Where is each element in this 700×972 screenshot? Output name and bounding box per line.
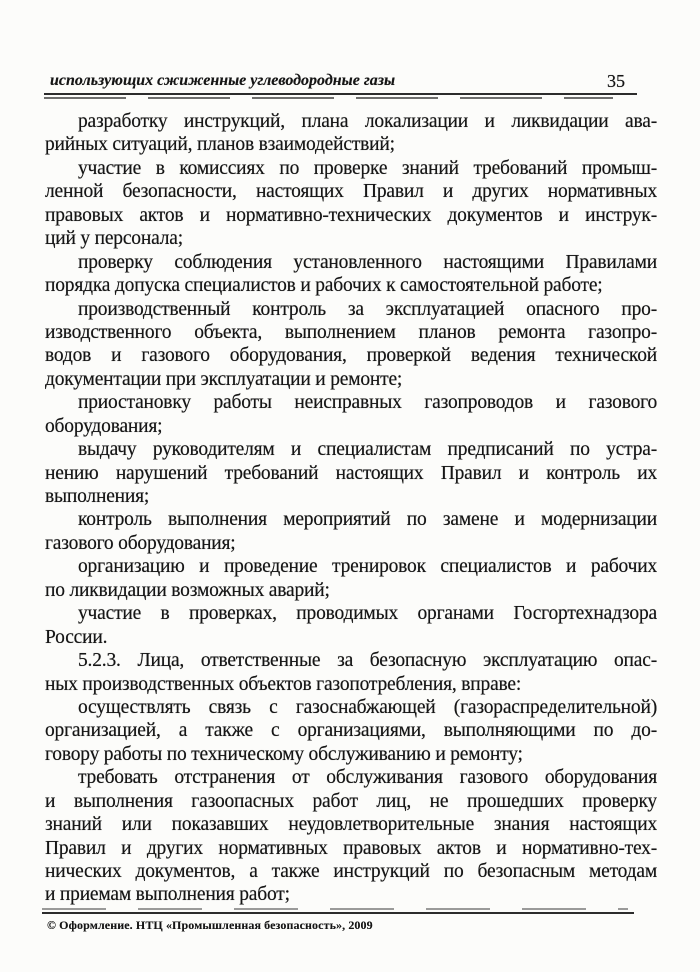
text-line: организацией, а также с организациями, выполняющими по до-	[45, 720, 657, 742]
paragraph	[45, 391, 657, 438]
paragraph	[45, 649, 657, 696]
paragraph	[45, 157, 657, 251]
paragraph	[45, 508, 657, 555]
text-line: организацию и проведение тренировок специалистов и рабочих	[78, 556, 657, 578]
text-line: нению нарушений требований настоящих Правил и контроль их	[45, 462, 657, 484]
copyright-notice: © Оформление. НТЦ «Промышленная безопасность», 2009	[47, 918, 373, 932]
text-line: документации при эксплуатации и ремонте;	[45, 368, 403, 390]
text-line: и выполнения газоопасных работ лиц, не прошедших проверку	[45, 790, 657, 812]
paragraph	[45, 251, 657, 298]
text-line: 5.2.3. Лица, ответственные за безопасную эксплуатацию опас-	[78, 650, 657, 672]
text-line: водов и газового оборудования, проверкой ведения технической	[45, 345, 657, 367]
text-line: контроль выполнения мероприятий по замене и модернизации	[78, 509, 657, 531]
footer-rule	[42, 908, 634, 914]
text-line: говору работы по техническому обслуживанию и ремонту;	[45, 743, 523, 765]
text-line: нических документов, а также инструкций по безопасным методам	[45, 861, 657, 882]
text-line: правовых актов и нормативно-технических документов и инструк-	[45, 204, 657, 226]
text-line: выдачу руководителям и специалистам предписаний по устра-	[78, 439, 657, 461]
text-line: разработку инструкций, плана локализации и ликвидации ава-	[78, 111, 657, 132]
text-line: проверку соблюдения установленного настоящими Правилами	[78, 251, 657, 273]
text-line: требовать отстранения от обслуживания газового оборудования	[78, 767, 657, 789]
footer-rule-line	[42, 912, 634, 914]
text-line: Правил и других нормативных правовых актов и нормативно-тех-	[45, 837, 657, 859]
text-line: рийных ситуаций, планов взаимодействий;	[45, 134, 395, 156]
page-body	[45, 110, 657, 907]
text-line: оборудования;	[45, 415, 163, 437]
text-line: по ликвидации возможных аварий;	[45, 579, 330, 601]
text-line: приостановку работы неисправных газопроводов и газового	[78, 392, 657, 414]
page-header	[50, 72, 625, 90]
paragraph	[45, 602, 657, 649]
text-line: осуществлять связь с газоснабжающей (газораспределительной)	[78, 696, 657, 718]
page-number: 35	[607, 71, 625, 91]
text-line: газового оборудования;	[45, 532, 236, 554]
text-line: порядка допуска специалистов и рабочих к самостоятельной работе;	[45, 275, 603, 297]
header-rule	[44, 93, 637, 99]
header-rule-line	[44, 93, 637, 95]
header-rule-scan-artifact	[44, 97, 613, 99]
footer-rule-scan-artifact	[42, 908, 628, 910]
text-line: ций у персонала;	[45, 228, 183, 250]
text-line: России.	[45, 626, 108, 648]
text-line: участие в проверках, проводимых органами Госгортехнадзора	[78, 603, 657, 625]
text-line: выполнения;	[45, 486, 150, 507]
paragraph	[45, 110, 657, 157]
paragraph	[45, 766, 657, 907]
paragraph	[45, 555, 657, 602]
text-line: ленной безопасности, настоящих Правил и других нормативных	[45, 181, 657, 203]
paragraph	[45, 696, 657, 766]
paragraph	[45, 438, 657, 508]
text-line: участие в комиссиях по проверке знаний требований промыш-	[78, 157, 657, 179]
text-line: изводственного объекта, выполнением планов ремонта газопро-	[45, 321, 657, 343]
text-line: производственный контроль за эксплуатацией опасного про-	[78, 298, 657, 320]
text-line: и приемам выполнения работ;	[45, 884, 290, 906]
running-title: использующих сжиженные углеводородные газы	[50, 72, 396, 89]
text-line: ных производственных объектов газопотребления, вправе:	[45, 673, 522, 695]
paragraph	[45, 298, 657, 392]
text-line: знаний или показавших неудовлетворительные знания настоящих	[45, 814, 657, 836]
